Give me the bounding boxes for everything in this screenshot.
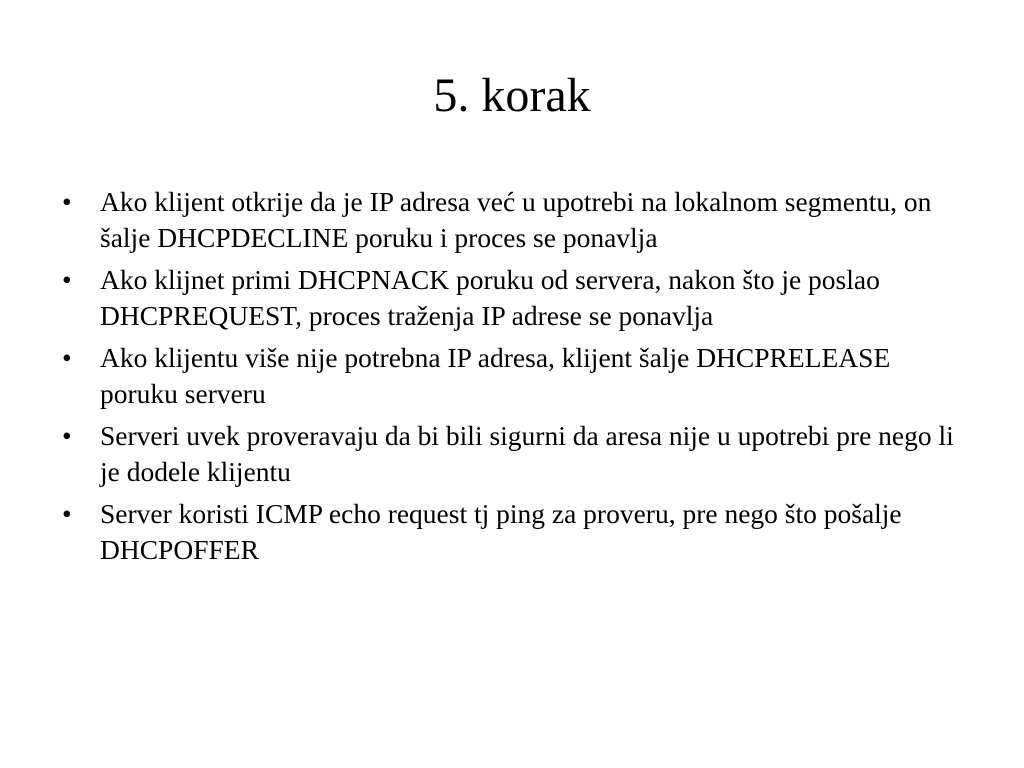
bullet-text: Ako klijentu više nije potrebna IP adresa, klijent šalje DHCPRELEASE poruku serveru (100, 342, 891, 409)
bullet-item (62, 496, 962, 568)
bullet-text: Ako klijnet primi DHCPNACK poruku od servera, nakon što je poslao DHCPREQUEST, proces traženja IP adrese se ponavlja (100, 264, 880, 331)
bullet-text: Server koristi ICMP echo request tj ping za proveru, pre nego što pošalje DHCPOFFER (100, 498, 902, 565)
bullet-item (62, 184, 962, 256)
bullet-text: Ako klijent otkrije da je IP adresa već u upotrebi na lokalnom segmentu, on šalje DHCPDECLINE poruku i proces se ponavlja (100, 186, 932, 253)
bullet-text: Serveri uvek proveravaju da bi bili sigurni da aresa nije u upotrebi pre nego li je dodele klijentu (100, 420, 954, 487)
bullet-icon: • (62, 264, 72, 295)
slide-title: 5. korak (433, 69, 591, 122)
bullet-icon: • (62, 186, 72, 217)
bullet-icon: • (62, 342, 72, 373)
bullet-item (62, 418, 962, 490)
bullet-list (62, 184, 962, 574)
bullet-item (62, 340, 962, 412)
bullet-icon: • (62, 420, 72, 451)
bullet-item (62, 262, 962, 334)
bullet-icon: • (62, 498, 72, 529)
